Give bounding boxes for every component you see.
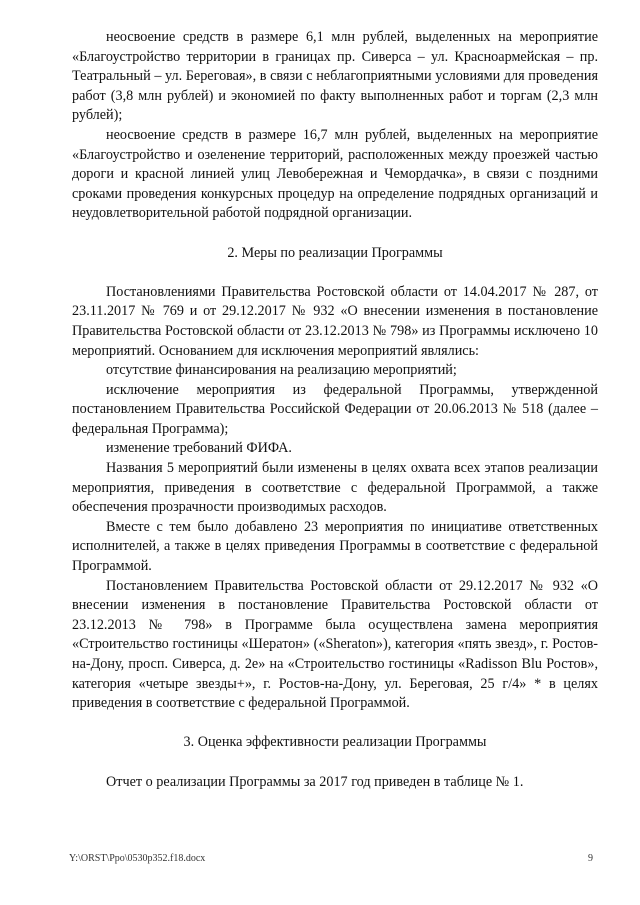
paragraph: Отчет о реализации Программы за 2017 год приведен в таблице № 1.: [106, 773, 524, 790]
footer-page-number: 9: [588, 853, 593, 864]
document-page: [72, 28, 598, 792]
paragraph: Названия 5 мероприятий были изменены в целях охвата всех этапов реализации мероприятия, приведения в соответствие с федеральной Программой, а также обеспечения прозрачности производимых расходов.: [72, 460, 598, 516]
footer-file-path: Y:\ORST\Ppo\0530p352.f18.docx: [69, 853, 206, 864]
list-item: исключение мероприятия из федеральной Программы, утвержденной постановлением Правительства Российской Федерации от 20.06.2013 № 518 (далее – федеральная Программа);: [72, 381, 598, 437]
section-heading-2: 2. Меры по реализации Программы: [227, 244, 443, 261]
paragraph: Вместе с тем было добавлено 23 мероприятия по инициативе ответственных исполнителей, а также в целях приведения Программы в соответствие с федеральной Программой.: [72, 518, 598, 575]
paragraph: неосвоение средств в размере 6,1 млн рублей, выделенных на мероприятие «Благоустройство территории в границах пр. Сиверса – ул. Красноармейская – пр. Театральный – ул. Береговая», в связи с неблагоприятными условиями для проведения работ (3,8 млн рублей) и экономией по факту выполненных работ и торгам (2,3 млн рублей);: [72, 29, 598, 124]
paragraph: неосвоение средств в размере 16,7 млн рублей, выделенных на мероприятие «Благоустройство и озеленение территорий, расположенных между проезжей частью дороги и красной линией улиц Левобережная и Чемордачка», в связи с поздними сроками проведения конкурсных процедур на определение подрядных организаций и неудовлетворительной работой подрядной организации.: [72, 126, 598, 222]
list-item: отсутствие финансирования на реализацию мероприятий;: [106, 362, 457, 379]
spacer: [72, 714, 598, 734]
paragraph: Постановлением Правительства Ростовской области от 29.12.2017 № 932 «О внесении изменения в постановление Правительства Ростовской области от 23.12.2013 № 798» в Программе была осуществлена замена мероприятия «Строительство гостиницы «Шератон» («Sheraton»), категория «пять звезд», г. Ростов-на-Дону, просп. Сиверса, д. 2е» на «Строительство гостиницы «Radisson Blu Ростов», категория «четыре звезды+», г. Ростов-на-Дону, ул. Береговая, 25 г/4» * в целях приведения в соответствие с федеральной Программой.: [72, 577, 598, 712]
spacer: [72, 224, 598, 244]
spacer: [72, 753, 598, 773]
paragraph: Постановлениями Правительства Ростовской области от 14.04.2017 № 287, от 23.11.2017 № 769 и от 29.12.2017 № 932 «О внесении изменения в постановление Правительства Ростовской области от 23.12.2013 № 798» из Программы исключено 10 мероприятий. Основанием для исключения мероприятий являлись:: [72, 283, 598, 359]
list-item: изменение требований ФИФА.: [106, 440, 292, 457]
section-heading-3: 3. Оценка эффективности реализации Программы: [183, 734, 487, 751]
spacer: [72, 263, 598, 283]
